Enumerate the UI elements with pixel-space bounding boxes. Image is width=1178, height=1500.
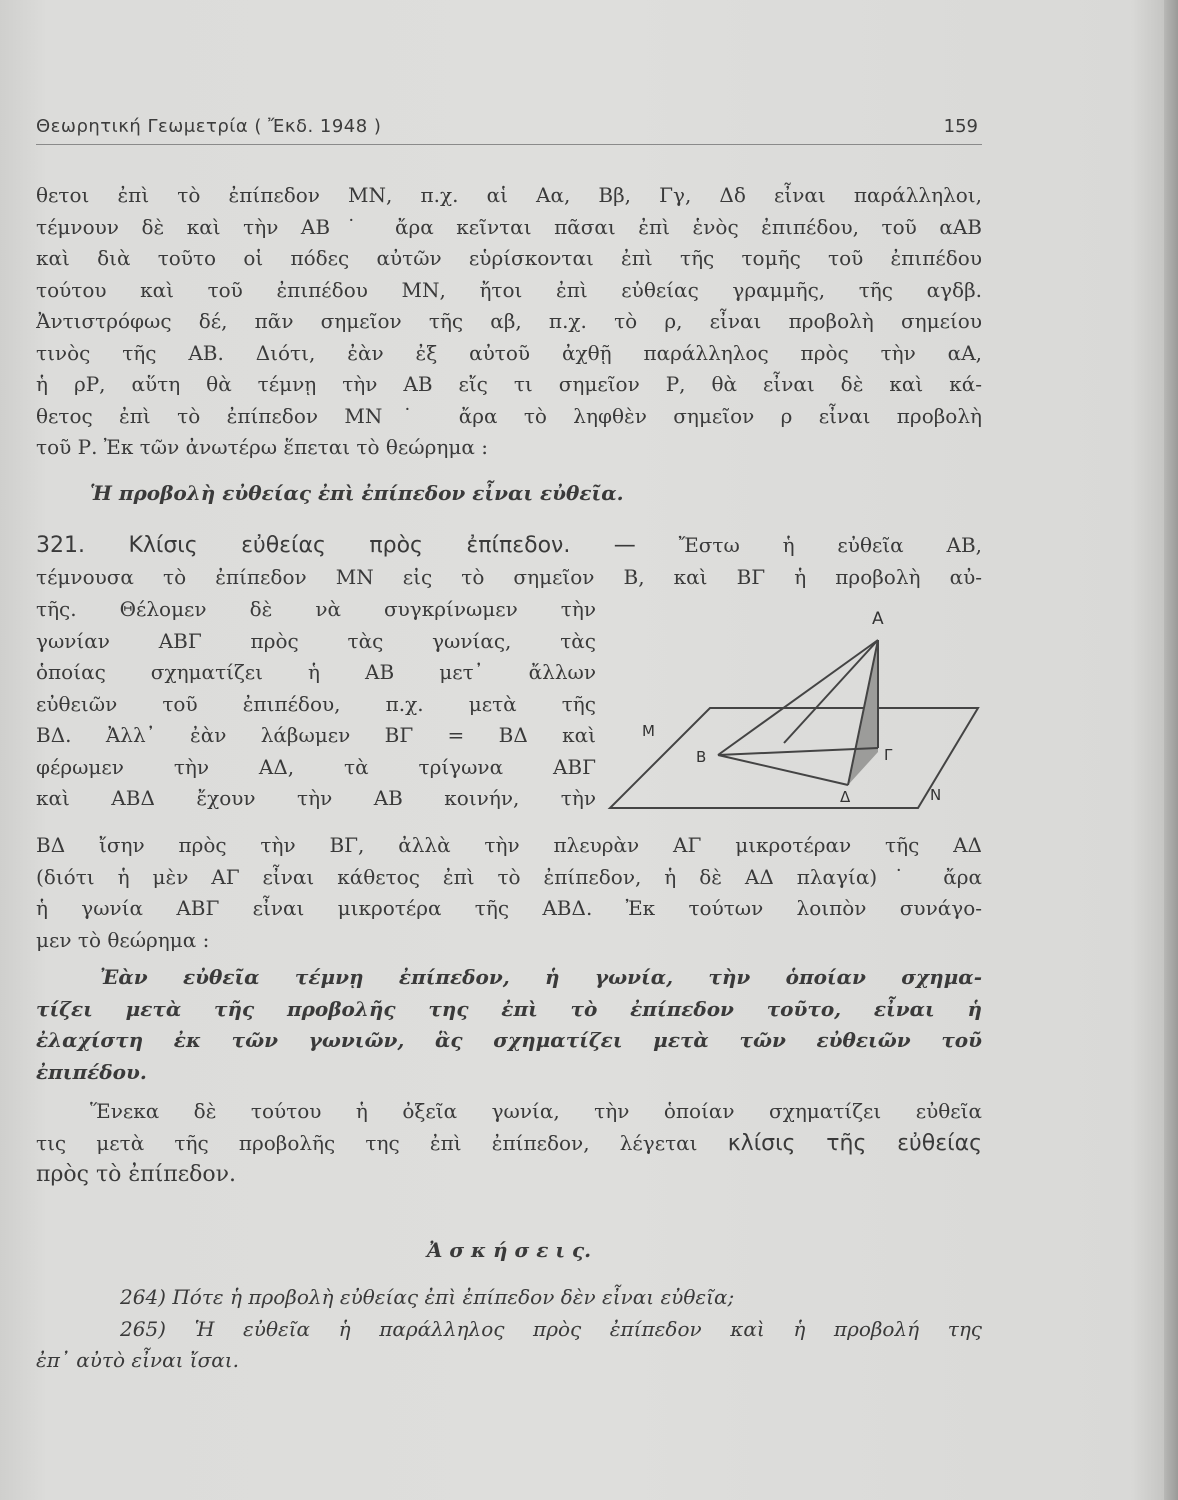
page-edge <box>1164 0 1178 1500</box>
label-b: B <box>696 748 707 766</box>
text-line: τέμνουν δὲ καὶ τὴν ΑΒ˙ ἄρα κεῖνται πᾶσαι ἐπὶ ἑνὸς ἐπιπέδου, τοῦ αΑΒ <box>36 214 982 239</box>
text-line: θετος ἐπὶ τὸ ἐπίπεδον ΜΝ˙ ἄρα τὸ ληφθὲν σημεῖον ρ εἶναι προβολὴ <box>36 403 982 428</box>
text-line: θετοι ἐπὶ τὸ ἐπίπεδον ΜΝ, π.χ. αἱ Αα, Ββ, Γγ, Δδ εἶναι παράλληλοι, <box>36 183 982 207</box>
exercise-265: 265) Ἡ εὐθεῖα ἡ παράλληλος πρὸς ἐπίπεδον καὶ ἡ προβολή της <box>120 1316 982 1341</box>
text-line: Ἀντιστρόφως δέ, πᾶν σημεῖον τῆς αβ, π.χ. τὸ ρ, εἶναι προβολὴ σημείου <box>36 309 982 333</box>
theorem-line: Ἐὰν εὐθεῖα τέμνῃ ἐπίπεδον, ἡ γωνία, τὴν ὁποίαν σχημα- <box>100 965 982 989</box>
text-line: (διότι ἡ μὲν ΑΓ εἶναι κάθετος ἐπὶ τὸ ἐπίπεδον, ἡ δὲ ΑΔ πλαγία)˙ ἄρα <box>36 864 982 889</box>
section-heading: 321. Κλίσις εὐθείας πρὸς ἐπίπεδον. — <box>36 533 636 558</box>
paragraph-3 <box>36 1096 982 1191</box>
section-narrow-block <box>36 594 596 815</box>
text-line: ΒΔ. Ἀλλ᾽ ἐὰν λάβωμεν ΒΓ = ΒΔ καὶ <box>36 723 596 747</box>
text-line: τοῦ Ρ. Ἐκ τῶν ἀνωτέρω ἕπεται τὸ θεώρημα : <box>36 435 488 459</box>
text-line: καὶ διὰ τοῦτο οἱ πόδες αὐτῶν εὑρίσκονται ἐπὶ τῆς τομῆς τοῦ ἐπιπέδου <box>36 246 982 270</box>
text-span: τις μετὰ τῆς προβολῆς της ἐπὶ ἐπίπεδον, λέγεται <box>36 1130 698 1155</box>
page-number: 159 <box>943 116 978 137</box>
text-line <box>36 1159 982 1191</box>
text-line: φέρωμεν τὴν ΑΔ, τὰ τρίγωνα ΑΒΓ <box>36 754 596 779</box>
exercises-title-block <box>36 1235 982 1267</box>
exercises-list <box>36 1282 982 1377</box>
label-delta: Δ <box>840 788 851 806</box>
text-line: ἡ ρΡ, αὕτη θὰ τέμνῃ τὴν ΑΒ εἴς τι σημεῖον Ρ, θὰ εἶναι δὲ καὶ κά- <box>36 372 982 396</box>
plane-mn <box>610 708 978 808</box>
label-gamma: Γ <box>884 746 893 764</box>
theorem-line: τίζει μετὰ τῆς προβολῆς της ἐπὶ τὸ ἐπίπεδον τοῦτο, εἶναι ἡ <box>36 996 982 1021</box>
section-first-line <box>36 530 982 562</box>
running-header <box>36 116 982 145</box>
label-a: A <box>872 609 884 629</box>
defined-term: κλίσις τῆς εὐθείας <box>727 1130 982 1156</box>
text-line: τούτου καὶ τοῦ ἐπιπέδου ΜΝ, ἤτοι ἐπὶ εὐθείας γραμμῆς, τῆς αγδβ. <box>36 277 982 302</box>
section-full-block <box>36 830 982 956</box>
exercises-title: Ἀ σ κ ή σ ε ι ς. <box>426 1238 592 1262</box>
text-line: ἡ γωνία ΑΒΓ εἶναι μικροτέρα τῆς ΑΒΔ. Ἐκ τούτων λοιπὸν συνάγο- <box>36 896 982 920</box>
theorem-text: Ἡ προβολὴ εὐθείας ἐπὶ ἐπίπεδον εἶναι εὐθεῖα. <box>90 481 624 505</box>
text-line: ΒΔ ἴσην πρὸς τὴν ΒΓ, ἀλλὰ τὴν πλευρὰν ΑΓ μικροτέραν τῆς ΑΔ <box>36 833 982 857</box>
text-line: μεν τὸ θεώρημα : <box>36 927 210 952</box>
geometry-figure <box>600 600 990 820</box>
text-line: τῆς. Θέλομεν δὲ νὰ συγκρίνωμεν τὴν <box>36 597 596 621</box>
label-n: N <box>930 786 942 804</box>
section-321 <box>36 530 982 593</box>
text-line: Ἕνεκα δὲ τούτου ἡ ὀξεῖα γωνία, τὴν ὁποίαν σχηματίζει εὐθεῖα <box>90 1099 982 1123</box>
line-b-a <box>718 640 878 755</box>
exercise-264: 264) Πότε ἡ προβολὴ εὐθείας ἐπὶ ἐπίπεδον δὲν εἶναι εὐθεῖα; <box>120 1285 735 1309</box>
defined-term-end: πρὸς τὸ ἐπίπεδον. <box>36 1162 236 1187</box>
text-line: τινὸς τῆς ΑΒ. Διότι, ἐὰν ἐξ αὐτοῦ ἀχθῇ παράλληλος πρὸς τὴν αΑ, <box>36 340 982 365</box>
text-line: εὐθειῶν τοῦ ἐπιπέδου, π.χ. μετὰ τῆς <box>36 691 596 716</box>
label-m: M <box>642 722 655 740</box>
text-line: καὶ ΑΒΔ ἔχουν τὴν ΑΒ κοινήν, τὴν <box>36 786 596 810</box>
text-line: ὁποίας σχηματίζει ἡ ΑΒ μετ᾽ ἄλλων <box>36 660 596 684</box>
theorem-1 <box>90 478 890 510</box>
theorem-line: ἐπιπέδου. <box>36 1059 147 1084</box>
line-b-delta <box>718 755 848 785</box>
text-line: τέμνουσα τὸ ἐπίπεδον ΜΝ εἰς τὸ σημεῖον Β, καὶ ΒΓ ἡ προβολὴ αὐ- <box>36 564 982 589</box>
paragraph-1 <box>36 180 982 464</box>
text-line <box>36 1128 982 1160</box>
section-line1-rest: Ἔστω ἡ εὐθεῖα ΑΒ, <box>678 533 982 557</box>
text-line: γωνίαν ΑΒΓ πρὸς τὰς γωνίας, τὰς <box>36 628 596 653</box>
header-title: Θεωρητική Γεωμετρία ( Ἔκδ. 1948 ) <box>36 116 382 137</box>
exercise-265-cont: ἐπ᾽ αὐτὸ εἶναι ἴσαι. <box>36 1348 239 1372</box>
theorem-line: ἐλαχίστη ἐκ τῶν γωνιῶν, ἃς σχηματίζει μετὰ τῶν εὐθειῶν τοῦ <box>36 1028 982 1052</box>
theorem-2 <box>36 962 982 1088</box>
